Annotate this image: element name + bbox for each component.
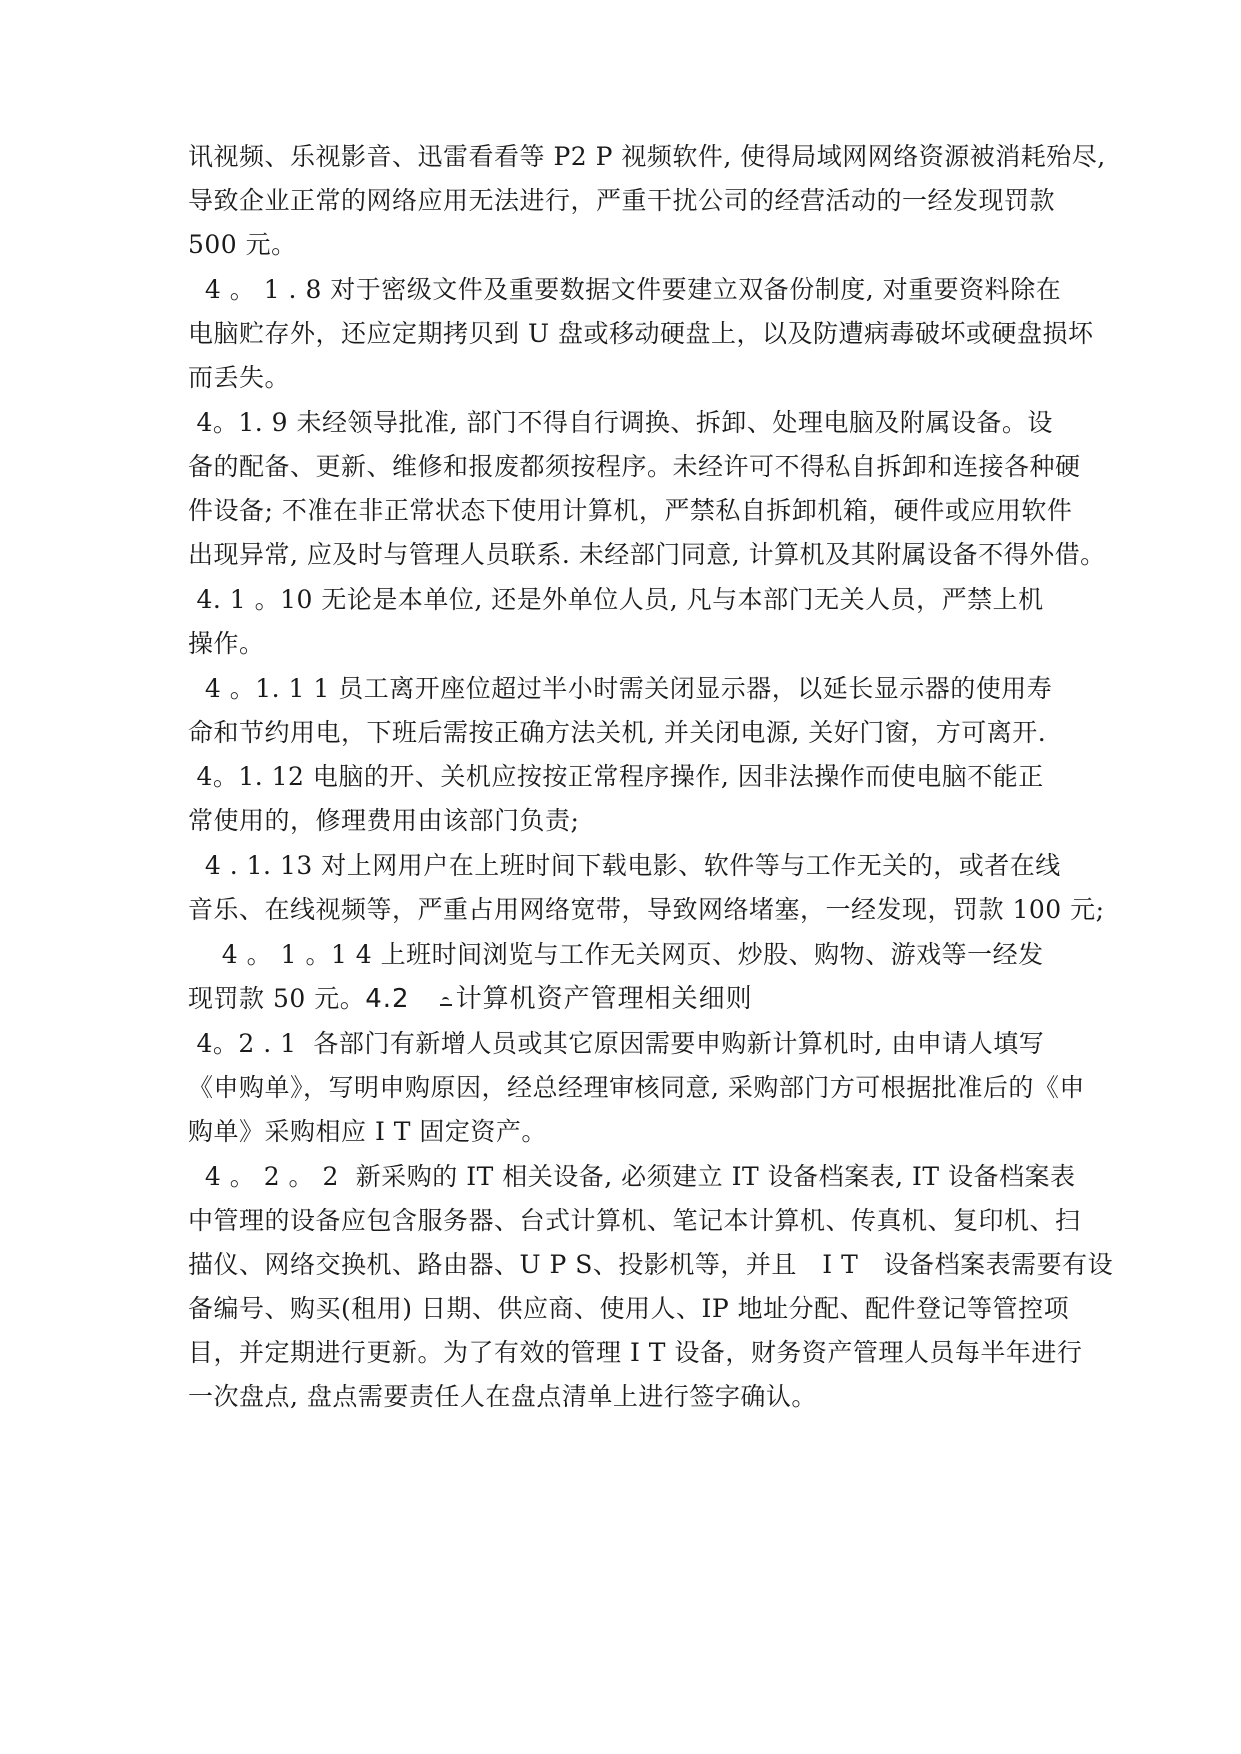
text-line: 4 。1. 1 1 员工离开座位超过半小时需关闭显示器，以延长显示器的使用寿 [188, 674, 1053, 703]
text-line: 4. 1 。10 无论是本单位, 还是外单位人员, 凡与本部门无关人员，严禁上机 [188, 585, 1044, 614]
text-line: 一次盘点, 盘点需要责任人在盘点清单上进行签字确认。 [188, 1382, 817, 1411]
text-line: 500 元。 [188, 230, 297, 259]
text-line: 出现异常, 应及时与管理人员联系. 未经部门同意, 计算机及其附属设备不得外借。 [188, 540, 1106, 569]
text-line: 中管理的设备应包含服务器、台式计算机、笔记本计算机、传真机、复印机、扫 [188, 1206, 1081, 1235]
text-line: 备的配备、更新、维修和报废都须按程序。未经许可不得私自拆卸和连接各种硬 [188, 452, 1081, 481]
text-line: 件设备; 不准在非正常状态下使用计算机，严禁私自拆卸机箱，硬件或应用软件 [188, 496, 1073, 525]
text-line: 4 。 1 . 8 对于密级文件及重要数据文件要建立双备份制度, 对重要资料除在 [188, 275, 1062, 304]
text-line: 常使用的，修理费用由该部门负责; [188, 806, 580, 835]
text-line: 《申购单》，写明申购原因，经总经理审核同意, 采购部门方可根据批准后的《申 [188, 1073, 1085, 1102]
text-line: 4 。 2 。 2 新采购的 IT 相关设备, 必须建立 IT 设备档案表, IT 设备档案表 [188, 1162, 1076, 1191]
text-line: 描仪、网络交换机、路由器、U P S、投影机等，并且 I T 设备档案表需要有设 [188, 1250, 1114, 1279]
text-line: 现罚款 50 元。 [188, 984, 366, 1013]
text-line: 购单》采购相应 I T 固定资产。 [188, 1117, 547, 1146]
text-line: 而丢失。 [188, 363, 291, 392]
text-line: 音乐、在线视频等，严重占用网络宽带，导致网络堵塞，一经发现，罚款 100 元; [188, 895, 1105, 924]
text-line: 4 。 1 。1 4 上班时间浏览与工作无关网页、炒股、购物、游戏等一经发 [188, 940, 1044, 969]
section-number: 4.2 [365, 984, 410, 1014]
text-line: 命和节约用电，下班后需按正确方法关机, 并关闭电源, 关好门窗，方可离开. [188, 718, 1047, 747]
text-line-with-heading [188, 984, 753, 1014]
text-line: 4 . 1. 13 对上网用户在上班时间下载电影、软件等与工作无关的，或者在线 [188, 851, 1061, 880]
section-title: 计算机资产管理相关细则 [455, 984, 753, 1014]
text-line: 4。1. 9 未经领导批准, 部门不得自行调换、拆卸、处理电脑及附属设备。设 [188, 408, 1053, 437]
text-line: 导致企业正常的网络应用无法进行，严重干扰公司的经营活动的一经发现罚款 [188, 186, 1056, 215]
text-line: 讯视频、乐视影音、迅雷看看等 P2 P 视频软件, 使得局域网网络资源被消耗殆尽, [188, 142, 1106, 171]
text-line: 备编号、购买(租用) 日期、供应商、使用人、IP 地址分配、配件登记等管控项 [188, 1294, 1070, 1323]
text-line: 目，并定期进行更新。为了有效的管理 I T 设备，财务资产管理人员每半年进行 [188, 1338, 1083, 1367]
text-line: 4。1. 12 电脑的开、关机应按按正常程序操作, 因非法操作而使电脑不能正 [188, 762, 1044, 791]
text-line: 电脑贮存外，还应定期拷贝到 U 盘或移动硬盘上，以及防遭病毒破坏或硬盘损坏 [188, 319, 1094, 348]
heading-bullet-icon [440, 995, 452, 1007]
text-line: 4。2 . 1 各部门有新增人员或其它原因需要申购新计算机时, 由申请人填写 [188, 1029, 1045, 1058]
text-line: 操作。 [188, 629, 265, 658]
